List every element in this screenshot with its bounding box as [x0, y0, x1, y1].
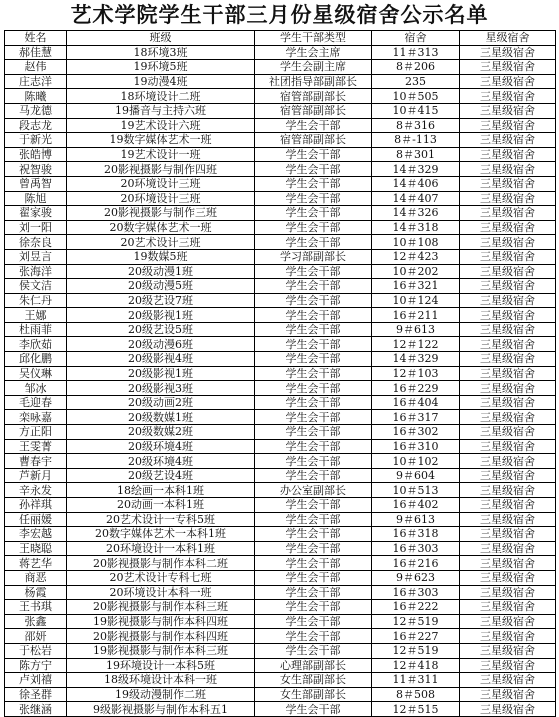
- cell-dorm: 14＃407: [372, 191, 460, 206]
- cell-class: 18环境3班: [67, 45, 255, 60]
- cell-role: 学生会干部: [255, 162, 372, 177]
- cell-name: 朱仁丹: [5, 293, 67, 308]
- table-row: [5, 410, 556, 425]
- cell-role: 学生会干部: [255, 118, 372, 133]
- cell-class: 19级动漫制作二班: [67, 687, 255, 702]
- cell-class: 20数字媒体艺术一本科1班: [67, 527, 255, 542]
- table-row: [5, 103, 556, 118]
- cell-star-level: 三星级宿舍: [460, 293, 556, 308]
- cell-dorm: 8＃316: [372, 118, 460, 133]
- cell-name: 吴仪琳: [5, 366, 67, 381]
- cell-star-level: 三星级宿舍: [460, 585, 556, 600]
- cell-class: 18环境设计二班: [67, 89, 255, 104]
- cell-dorm: 16＃402: [372, 498, 460, 513]
- cell-star-level: 三星级宿舍: [460, 468, 556, 483]
- cell-role: 学生会干部: [255, 702, 372, 717]
- cell-role: 学生会干部: [255, 585, 372, 600]
- table-row: [5, 191, 556, 206]
- cell-name: 李欣茹: [5, 337, 67, 352]
- table-row: [5, 614, 556, 629]
- table-row: [5, 629, 556, 644]
- cell-dorm: 10＃513: [372, 483, 460, 498]
- cell-star-level: 三星级宿舍: [460, 264, 556, 279]
- cell-name: 方正阳: [5, 425, 67, 440]
- cell-role: 学生会干部: [255, 600, 372, 615]
- cell-star-level: 三星级宿舍: [460, 600, 556, 615]
- cell-class: 20影视摄影与制作四班: [67, 162, 255, 177]
- cell-class: 19环境设计一本科5班: [67, 658, 255, 673]
- cell-star-level: 三星级宿舍: [460, 541, 556, 556]
- cell-role: 学生会干部: [255, 220, 372, 235]
- table-row: [5, 468, 556, 483]
- cell-class: 9级影视摄影与制作本科五1: [67, 702, 255, 717]
- cell-name: 张鑫: [5, 614, 67, 629]
- cell-name: 栾咏嘉: [5, 410, 67, 425]
- cell-star-level: 三星级宿舍: [460, 118, 556, 133]
- cell-name: 王晓聪: [5, 541, 67, 556]
- cell-role: 学生会副主席: [255, 60, 372, 75]
- roster-body: [5, 45, 556, 716]
- table-row: [5, 439, 556, 454]
- table-row: [5, 643, 556, 658]
- cell-role: 学生会干部: [255, 279, 372, 294]
- table-row: [5, 498, 556, 513]
- cell-class: 20数字媒体艺术一班: [67, 220, 255, 235]
- cell-name: 段志龙: [5, 118, 67, 133]
- cell-class: 20级动漫6班: [67, 337, 255, 352]
- cell-star-level: 三星级宿舍: [460, 89, 556, 104]
- table-row: [5, 308, 556, 323]
- table-row: [5, 483, 556, 498]
- cell-class: 20级环境4班: [67, 454, 255, 469]
- cell-star-level: 三星级宿舍: [460, 629, 556, 644]
- cell-name: 于新光: [5, 133, 67, 148]
- table-row: [5, 425, 556, 440]
- table-row: [5, 658, 556, 673]
- cell-dorm: 12＃418: [372, 658, 460, 673]
- cell-class: 19数媒5班: [67, 249, 255, 264]
- cell-name: 祝智骏: [5, 162, 67, 177]
- cell-class: 20艺术设计三班: [67, 235, 255, 250]
- cell-dorm: 16＃404: [372, 395, 460, 410]
- table-row: [5, 264, 556, 279]
- cell-role: 学生会干部: [255, 322, 372, 337]
- cell-dorm: 14＃326: [372, 206, 460, 221]
- table-row: [5, 162, 556, 177]
- cell-dorm: 235: [372, 74, 460, 89]
- table-row: [5, 381, 556, 396]
- cell-role: 学生会干部: [255, 439, 372, 454]
- cell-name: 庄志洋: [5, 74, 67, 89]
- column-header-class: 班级: [67, 31, 255, 46]
- cell-role: 学生会干部: [255, 541, 372, 556]
- table-row: [5, 118, 556, 133]
- header-row: [5, 31, 556, 46]
- cell-role: 学生会干部: [255, 147, 372, 162]
- cell-role: 学生会干部: [255, 468, 372, 483]
- table-row: [5, 279, 556, 294]
- table-row: [5, 454, 556, 469]
- table-row: [5, 512, 556, 527]
- cell-class: 19影视摄影与制作本科四班: [67, 614, 255, 629]
- cell-role: 学生会干部: [255, 235, 372, 250]
- table-row: [5, 220, 556, 235]
- cell-name: 杜雨菲: [5, 322, 67, 337]
- cell-role: 学生会干部: [255, 293, 372, 308]
- cell-star-level: 三星级宿舍: [460, 614, 556, 629]
- table-row: [5, 687, 556, 702]
- cell-name: 马龙德: [5, 103, 67, 118]
- cell-dorm: 8＃301: [372, 147, 460, 162]
- cell-class: 19动漫4班: [67, 74, 255, 89]
- cell-class: 20环境设计一本科1班: [67, 541, 255, 556]
- cell-name: 王书琪: [5, 600, 67, 615]
- cell-star-level: 三星级宿舍: [460, 60, 556, 75]
- table-row: [5, 395, 556, 410]
- table-row: [5, 673, 556, 688]
- cell-dorm: 12＃515: [372, 702, 460, 717]
- cell-dorm: 16＃303: [372, 541, 460, 556]
- cell-class: 20动画一本科1班: [67, 498, 255, 513]
- cell-dorm: 11＃311: [372, 673, 460, 688]
- cell-class: 20艺术设计专科七班: [67, 570, 255, 585]
- cell-star-level: 三星级宿舍: [460, 556, 556, 571]
- cell-class: 19艺术设计一班: [67, 147, 255, 162]
- cell-class: 20环境设计本科一班: [67, 585, 255, 600]
- table-row: [5, 366, 556, 381]
- table-row: [5, 249, 556, 264]
- table-row: [5, 89, 556, 104]
- cell-role: 学生会干部: [255, 556, 372, 571]
- column-header-name: 姓名: [5, 31, 67, 46]
- cell-dorm: 10＃124: [372, 293, 460, 308]
- cell-dorm: 8＃508: [372, 687, 460, 702]
- cell-class: 20级影视1班: [67, 366, 255, 381]
- cell-name: 王雯菁: [5, 439, 67, 454]
- cell-role: 女生部副部长: [255, 687, 372, 702]
- cell-class: 20级环境4班: [67, 439, 255, 454]
- cell-dorm: 8＃-113: [372, 133, 460, 148]
- cell-role: 学生会干部: [255, 366, 372, 381]
- roster-table: [4, 30, 556, 717]
- cell-class: 20环境设计三班: [67, 191, 255, 206]
- cell-name: 刘一阳: [5, 220, 67, 235]
- cell-role: 学生会干部: [255, 629, 372, 644]
- cell-class: 20级动漫1班: [67, 264, 255, 279]
- cell-name: 任丽媛: [5, 512, 67, 527]
- cell-dorm: 9＃623: [372, 570, 460, 585]
- cell-class: 20影视摄影与制作三班: [67, 206, 255, 221]
- cell-star-level: 三星级宿舍: [460, 643, 556, 658]
- cell-star-level: 三星级宿舍: [460, 308, 556, 323]
- cell-role: 学生会干部: [255, 191, 372, 206]
- cell-dorm: 10＃102: [372, 454, 460, 469]
- cell-star-level: 三星级宿舍: [460, 206, 556, 221]
- cell-dorm: 16＃310: [372, 439, 460, 454]
- cell-star-level: 三星级宿舍: [460, 220, 556, 235]
- cell-name: 张皓博: [5, 147, 67, 162]
- cell-role: 学生会干部: [255, 527, 372, 542]
- cell-star-level: 三星级宿舍: [460, 410, 556, 425]
- cell-class: 20级数媒2班: [67, 425, 255, 440]
- cell-dorm: 16＃303: [372, 585, 460, 600]
- cell-class: 19播音与主持六班: [67, 103, 255, 118]
- cell-star-level: 三星级宿舍: [460, 176, 556, 191]
- table-row: [5, 133, 556, 148]
- cell-dorm: 9＃613: [372, 322, 460, 337]
- table-row: [5, 527, 556, 542]
- cell-dorm: 16＃211: [372, 308, 460, 323]
- cell-dorm: 14＃406: [372, 176, 460, 191]
- cell-role: 学生会干部: [255, 425, 372, 440]
- cell-name: 陈曦: [5, 89, 67, 104]
- cell-star-level: 三星级宿舍: [460, 395, 556, 410]
- cell-star-level: 三星级宿舍: [460, 45, 556, 60]
- cell-star-level: 三星级宿舍: [460, 381, 556, 396]
- cell-star-level: 三星级宿舍: [460, 235, 556, 250]
- cell-role: 女生部副部长: [255, 673, 372, 688]
- cell-name: 孙祥琪: [5, 498, 67, 513]
- table-row: [5, 541, 556, 556]
- cell-role: 宿管部副部长: [255, 133, 372, 148]
- cell-name: 郝佳慧: [5, 45, 67, 60]
- cell-class: 20影视摄影与制作本科四班: [67, 629, 255, 644]
- column-header-dorm: 宿舍: [372, 31, 460, 46]
- cell-role: 学生会干部: [255, 570, 372, 585]
- cell-class: 20艺术设计一专科5班: [67, 512, 255, 527]
- cell-dorm: 9＃604: [372, 468, 460, 483]
- cell-dorm: 16＃227: [372, 629, 460, 644]
- cell-dorm: 10＃505: [372, 89, 460, 104]
- cell-dorm: 12＃519: [372, 614, 460, 629]
- cell-name: 陈方宁: [5, 658, 67, 673]
- cell-class: 19影视摄影与制作本科三班: [67, 643, 255, 658]
- cell-dorm: 11＃313: [372, 45, 460, 60]
- cell-name: 商恶: [5, 570, 67, 585]
- cell-role: 学生会干部: [255, 308, 372, 323]
- cell-name: 赵伟: [5, 60, 67, 75]
- cell-class: 20级影视3班: [67, 381, 255, 396]
- cell-class: 19环境5班: [67, 60, 255, 75]
- cell-dorm: 10＃202: [372, 264, 460, 279]
- table-row: [5, 337, 556, 352]
- cell-name: 徐奈良: [5, 235, 67, 250]
- cell-name: 卢刘禧: [5, 673, 67, 688]
- cell-class: 20级动漫5班: [67, 279, 255, 294]
- cell-class: 20级动画2班: [67, 395, 255, 410]
- cell-class: 20级影视1班: [67, 308, 255, 323]
- cell-star-level: 三星级宿舍: [460, 702, 556, 717]
- cell-role: 心理部副部长: [255, 658, 372, 673]
- cell-star-level: 三星级宿舍: [460, 249, 556, 264]
- cell-class: 20级艺设5班: [67, 322, 255, 337]
- cell-dorm: 14＃329: [372, 352, 460, 367]
- cell-class: 20级艺设4班: [67, 468, 255, 483]
- cell-role: 学生会干部: [255, 337, 372, 352]
- table-row: [5, 45, 556, 60]
- cell-name: 张海洋: [5, 264, 67, 279]
- cell-dorm: 16＃321: [372, 279, 460, 294]
- cell-name: 辛永发: [5, 483, 67, 498]
- cell-star-level: 三星级宿舍: [460, 512, 556, 527]
- table-row: [5, 74, 556, 89]
- cell-role: 学生会干部: [255, 352, 372, 367]
- cell-role: 学生会干部: [255, 643, 372, 658]
- cell-dorm: 12＃103: [372, 366, 460, 381]
- cell-role: 学生会干部: [255, 395, 372, 410]
- cell-name: 蒋艺华: [5, 556, 67, 571]
- cell-name: 曹春宇: [5, 454, 67, 469]
- cell-class: 18绘画一本科1班: [67, 483, 255, 498]
- cell-name: 张继涵: [5, 702, 67, 717]
- cell-name: 李宏越: [5, 527, 67, 542]
- cell-role: 学生会干部: [255, 498, 372, 513]
- cell-class: 20级数媒1班: [67, 410, 255, 425]
- cell-role: 学习部副部长: [255, 249, 372, 264]
- cell-star-level: 三星级宿舍: [460, 483, 556, 498]
- cell-role: 学生会干部: [255, 381, 372, 396]
- cell-star-level: 三星级宿舍: [460, 337, 556, 352]
- table-row: [5, 556, 556, 571]
- cell-class: 20级艺设7班: [67, 293, 255, 308]
- cell-star-level: 三星级宿舍: [460, 527, 556, 542]
- table-row: [5, 570, 556, 585]
- cell-name: 毛迎春: [5, 395, 67, 410]
- document-title: 艺术学院学生干部三月份星级宿舍公示名单: [70, 2, 489, 27]
- cell-role: 学生会干部: [255, 410, 372, 425]
- cell-role: 学生会干部: [255, 206, 372, 221]
- cell-star-level: 三星级宿舍: [460, 191, 556, 206]
- table-row: [5, 600, 556, 615]
- cell-role: 学生会主席: [255, 45, 372, 60]
- cell-dorm: 16＃216: [372, 556, 460, 571]
- cell-star-level: 三星级宿舍: [460, 658, 556, 673]
- cell-name: 曾禹智: [5, 176, 67, 191]
- cell-dorm: 16＃317: [372, 410, 460, 425]
- column-header-star-level: 星级宿舍: [460, 31, 556, 46]
- cell-name: 侯文洁: [5, 279, 67, 294]
- cell-role: 社团指导部副部长: [255, 74, 372, 89]
- cell-name: 于松岩: [5, 643, 67, 658]
- cell-role: 学生会干部: [255, 176, 372, 191]
- cell-star-level: 三星级宿舍: [460, 454, 556, 469]
- cell-star-level: 三星级宿舍: [460, 673, 556, 688]
- table-row: [5, 293, 556, 308]
- cell-name: 徐圣群: [5, 687, 67, 702]
- cell-star-level: 三星级宿舍: [460, 74, 556, 89]
- cell-dorm: 16＃302: [372, 425, 460, 440]
- table-row: [5, 60, 556, 75]
- cell-role: 学生会干部: [255, 454, 372, 469]
- table-row: [5, 702, 556, 717]
- cell-role: 宿管部副部长: [255, 89, 372, 104]
- cell-name: 杨霞: [5, 585, 67, 600]
- cell-star-level: 三星级宿舍: [460, 322, 556, 337]
- cell-class: 20环境设计三班: [67, 176, 255, 191]
- cell-star-level: 三星级宿舍: [460, 366, 556, 381]
- cell-dorm: 12＃423: [372, 249, 460, 264]
- cell-dorm: 12＃122: [372, 337, 460, 352]
- table-row: [5, 176, 556, 191]
- cell-star-level: 三星级宿舍: [460, 352, 556, 367]
- cell-dorm: 16＃318: [372, 527, 460, 542]
- cell-dorm: 10＃108: [372, 235, 460, 250]
- cell-dorm: 9＃613: [372, 512, 460, 527]
- cell-name: 邱化鹏: [5, 352, 67, 367]
- table-row: [5, 235, 556, 250]
- cell-dorm: 14＃318: [372, 220, 460, 235]
- cell-dorm: 10＃415: [372, 103, 460, 118]
- cell-star-level: 三星级宿舍: [460, 687, 556, 702]
- cell-dorm: 14＃329: [372, 162, 460, 177]
- cell-star-level: 三星级宿舍: [460, 147, 556, 162]
- cell-name: 陈旭: [5, 191, 67, 206]
- table-row: [5, 585, 556, 600]
- table-row: [5, 147, 556, 162]
- cell-name: 刘昱言: [5, 249, 67, 264]
- cell-star-level: 三星级宿舍: [460, 133, 556, 148]
- cell-role: 学生会干部: [255, 614, 372, 629]
- cell-dorm: 16＃229: [372, 381, 460, 396]
- cell-name: 王娜: [5, 308, 67, 323]
- cell-role: 宿管部副部长: [255, 103, 372, 118]
- cell-class: 20级影视4班: [67, 352, 255, 367]
- cell-dorm: 16＃222: [372, 600, 460, 615]
- cell-role: 学生会干部: [255, 264, 372, 279]
- cell-class: 18级环境设计本科一班: [67, 673, 255, 688]
- cell-name: 芦新月: [5, 468, 67, 483]
- cell-name: 邵妍: [5, 629, 67, 644]
- cell-class: 19数字媒体艺术一班: [67, 133, 255, 148]
- cell-name: 邹冰: [5, 381, 67, 396]
- cell-star-level: 三星级宿舍: [460, 103, 556, 118]
- table-row: [5, 206, 556, 221]
- cell-star-level: 三星级宿舍: [460, 162, 556, 177]
- cell-class: 19艺术设计六班: [67, 118, 255, 133]
- cell-star-level: 三星级宿舍: [460, 439, 556, 454]
- cell-name: 翟家骏: [5, 206, 67, 221]
- cell-star-level: 三星级宿舍: [460, 279, 556, 294]
- table-row: [5, 322, 556, 337]
- cell-star-level: 三星级宿舍: [460, 498, 556, 513]
- cell-star-level: 三星级宿舍: [460, 425, 556, 440]
- cell-class: 20影视摄影与制作本科二班: [67, 556, 255, 571]
- cell-class: 20影视摄影与制作本科三班: [67, 600, 255, 615]
- cell-dorm: 12＃519: [372, 643, 460, 658]
- cell-dorm: 8＃206: [372, 60, 460, 75]
- table-row: [5, 352, 556, 367]
- cell-role: 办公室副部长: [255, 483, 372, 498]
- column-header-role: 学生干部类型: [255, 31, 372, 46]
- cell-role: 学生会干部: [255, 512, 372, 527]
- cell-star-level: 三星级宿舍: [460, 570, 556, 585]
